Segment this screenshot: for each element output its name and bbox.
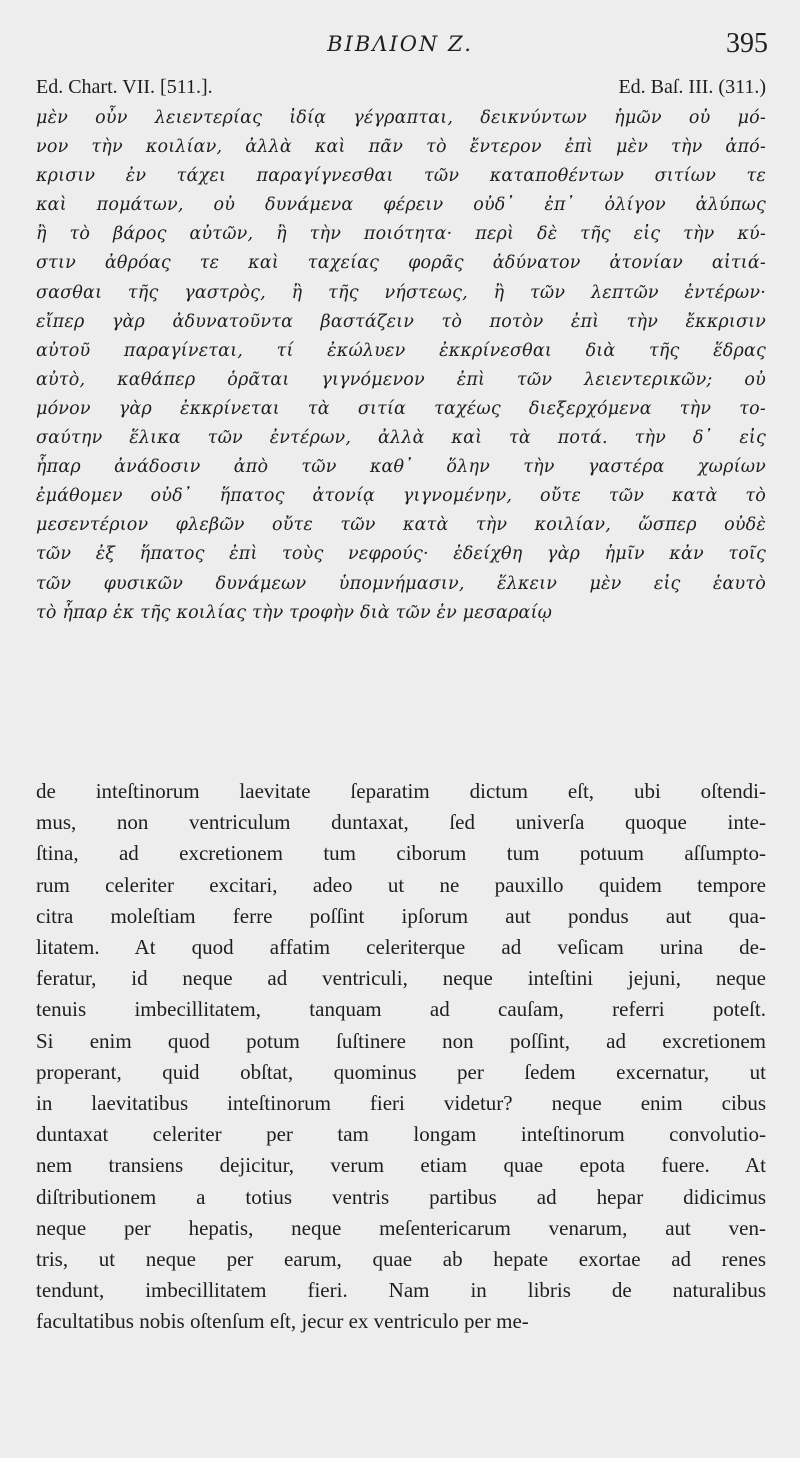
greek-text-line: σασθαι τῆς γαστρὸς, ἢ τῆς νήστεως, ἢ τῶν λεπτῶν ἐντέρων· — [36, 282, 766, 303]
greek-text-line: αὐτὸ, καθάπερ ὁρᾶται γιγνόμενον ἐπὶ τῶν λειεντερικῶν; οὐ — [36, 369, 766, 390]
greek-text-line: μεσεντέριον φλεβῶν οὔτε τῶν κατὰ τὴν κοιλίαν, ὥσπερ οὐδὲ — [36, 515, 766, 536]
latin-text-line: diſtributionem a totius ventris partibus ad hepar didicimus — [36, 1184, 766, 1209]
latin-text-line: ſtina, ad excretionem tum ciborum tum potuum aſſumpto- — [36, 841, 766, 866]
greek-text-line: τὸ ἧπαρ ἐκ τῆς κοιλίας τὴν τροφὴν διὰ τῶν ἐν μεσαραίῳ — [36, 602, 553, 623]
greek-text-line: αὐτοῦ παραγίνεται, τί ἐκώλυεν ἐκκρίνεσθαι διὰ τῆς ἕδρας — [36, 340, 766, 361]
running-head — [0, 28, 800, 64]
running-title: BIBΛION Z. — [327, 32, 473, 56]
latin-text-line: tendunt, imbecillitatem fieri. Nam in libris de naturalibus — [36, 1278, 766, 1303]
latin-text-line: nem transiens dejicitur, verum etiam quae epota fuere. At — [36, 1153, 766, 1178]
greek-text-line: σαύτην ἕλικα τῶν ἐντέρων, ἀλλὰ καὶ τὰ ποτά. τὴν δ᾽ εἰς — [36, 428, 766, 449]
greek-text-line: καὶ πομάτων, οὐ δυνάμενα φέρειν οὐδ᾽ ἐπ᾽ ὀλίγον ἀλύπως — [36, 195, 766, 216]
latin-text-block — [36, 776, 766, 1338]
page-number: 395 — [726, 28, 768, 59]
greek-text-block — [36, 104, 766, 628]
latin-text-line: litatem. At quod affatim celeriterque ad veſicam urina de- — [36, 935, 766, 960]
latin-text-line: de inteſtinorum laevitate ſeparatim dictum eſt, ubi oſtendi- — [36, 779, 766, 803]
latin-text-line: in laevitatibus inteſtinorum fieri videtur? neque enim cibus — [36, 1091, 766, 1116]
edition-references — [36, 76, 766, 102]
latin-text-line: neque per hepatis, neque meſentericarum venarum, aut ven- — [36, 1215, 766, 1240]
latin-text-line: properant, quid obſtat, quominus per ſedem excernatur, ut — [36, 1059, 766, 1084]
latin-text-line: Si enim quod potum ſuſtinere non poſſint, ad excretionem — [36, 1028, 766, 1053]
greek-text-line: κρισιν ἐν τάχει παραγίγνεσθαι τῶν καταποθέντων σιτίων τε — [36, 166, 766, 187]
greek-text-line: τῶν φυσικῶν δυνάμεων ὑπομνήμασιν, ἕλκειν μὲν εἰς ἑαυτὸ — [36, 573, 766, 594]
greek-text-line: ἐμάθομεν οὐδ᾽ ἥπατος ἀτονίᾳ γιγνομένην, οὔτε τῶν κατὰ τὸ — [36, 486, 766, 507]
latin-text-line: citra moleſtiam ferre poſſint ipſorum aut pondus aut qua- — [36, 903, 766, 928]
greek-text-line: μόνον γὰρ ἐκκρίνεται τὰ σιτία ταχέως διεξερχόμενα τὴν το- — [36, 398, 766, 419]
latin-text-line: tris, ut neque per earum, quae ab hepate exortae ad renes — [36, 1247, 766, 1272]
greek-text-line: στιν ἀθρόας τε καὶ ταχείας φορᾶς ἀδύνατον ἀτονίαν αἰτιά- — [36, 253, 766, 274]
latin-text-line: rum celeriter excitari, adeo ut ne pauxillo quidem tempore — [36, 872, 766, 897]
greek-text-line: τῶν ἐξ ἥπατος ἐπὶ τοὺς νεφρούς· ἐδείχθη γὰρ ἡμῖν κἀν τοῖς — [36, 544, 766, 565]
greek-text-line: νον τὴν κοιλίαν, ἀλλὰ καὶ πᾶν τὸ ἔντερον ἐπὶ μὲν τὴν ἀπό- — [36, 137, 766, 158]
latin-text-line: tenuis imbecillitatem, tanquam ad cauſam, referri poteſt. — [36, 997, 766, 1022]
greek-text-line: ἧπαρ ἀνάδοσιν ἀπὸ τῶν καθ᾽ ὅλην τὴν γαστέρα χωρίων — [36, 457, 766, 478]
latin-text-line: feratur, id neque ad ventriculi, neque inteſtini jejuni, neque — [36, 966, 766, 991]
latin-text-line: duntaxat celeriter per tam longam inteſtinorum convolutio- — [36, 1122, 766, 1147]
latin-text-line: facultatibus nobis oſtenſum eſt, jecur ex ventriculo per me- — [36, 1309, 529, 1334]
greek-text-line: μὲν οὖν λειεντερίας ἰδίᾳ γέγραπται, δεικνύντων ἡμῶν οὐ μό- — [36, 108, 766, 128]
greek-text-line: εἴπερ γὰρ ἀδυνατοῦντα βαστάζειν τὸ ποτὸν ἐπὶ τὴν ἔκκρισιν — [36, 311, 766, 332]
edition-reference-basel: Ed. Baſ. III. (311.) — [618, 76, 766, 98]
greek-text-line: ἢ τὸ βάρος αὐτῶν, ἢ τὴν ποιότητα· περὶ δὲ τῆς εἰς τὴν κύ- — [36, 224, 766, 245]
edition-reference-chartier: Ed. Chart. VII. [511.]. — [36, 76, 213, 98]
latin-text-line: mus, non ventriculum duntaxat, ſed univerſa quoque inte- — [36, 810, 766, 835]
